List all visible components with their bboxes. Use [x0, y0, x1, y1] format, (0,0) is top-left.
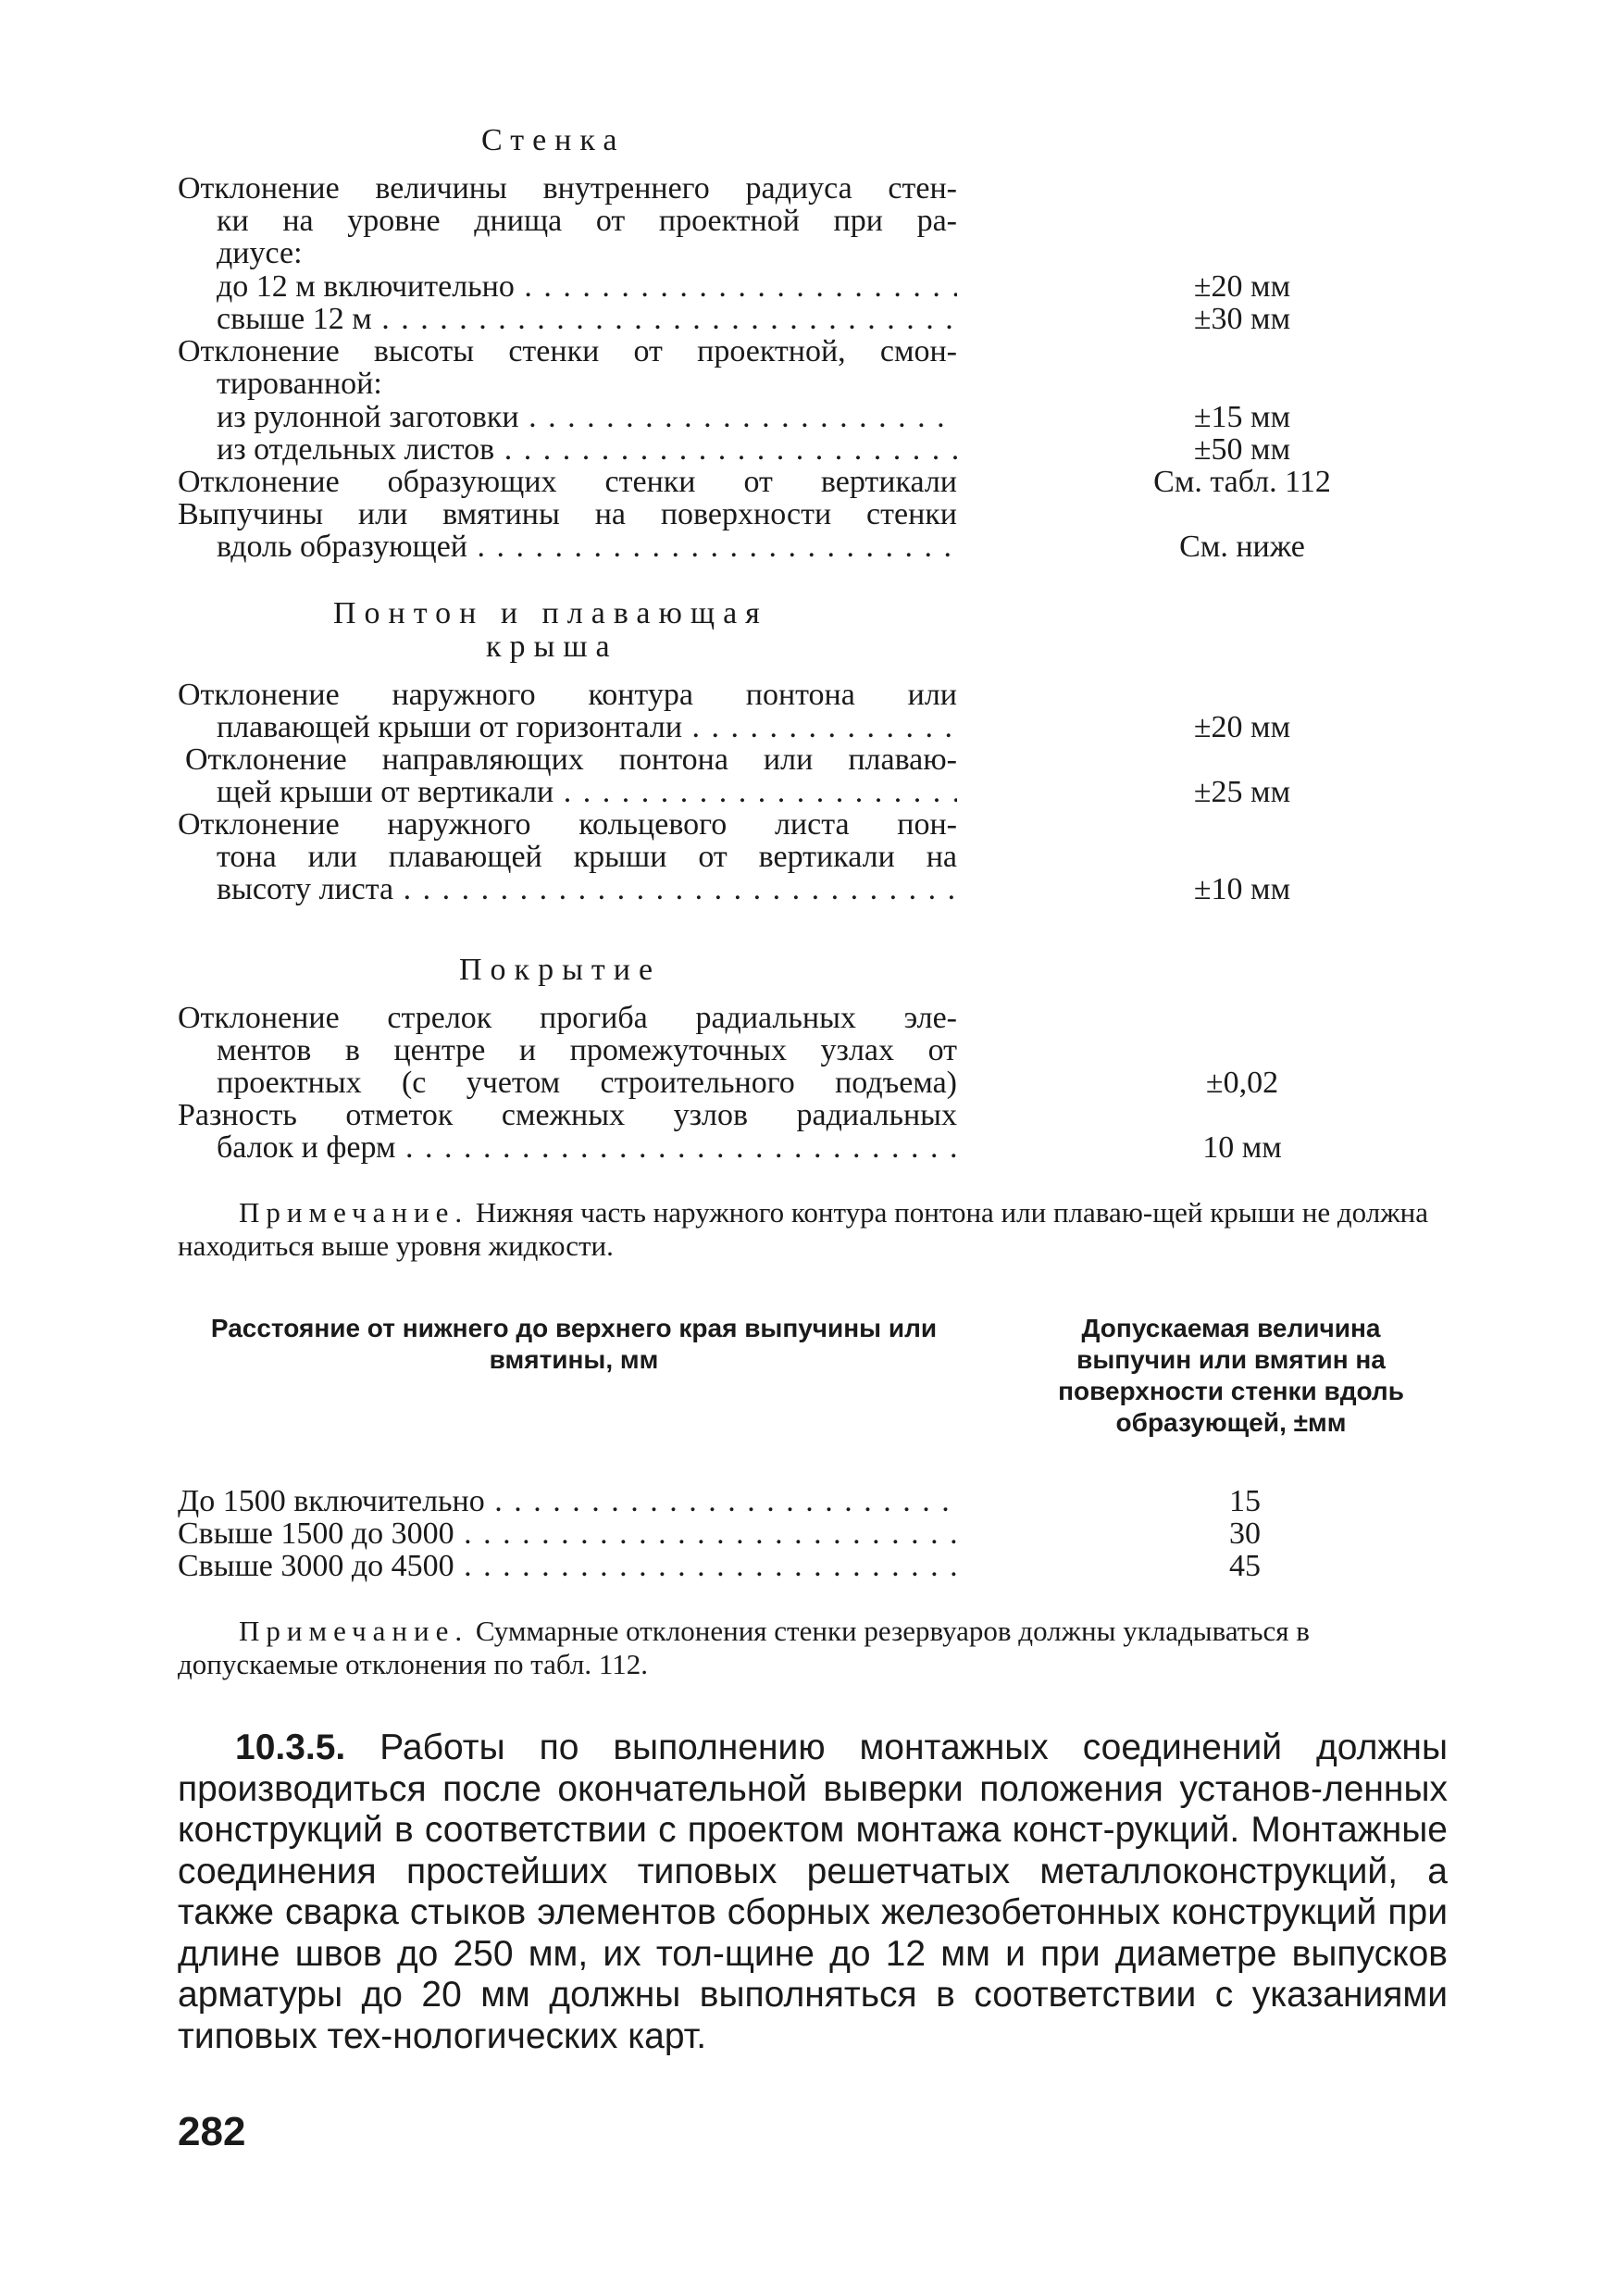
- row-label: свыше 12 м . . .: [217, 303, 957, 336]
- paragraph-text: Работы по выполнению монтажных соединений должны производиться после окончательной выверки положения установ-ленных конструкций в соответствии с проектом монтажа конст-рукций. Монтажные соединения простейших типовых решетчатых металлоконструкций, а также сварка стыков элементов сборных железобетонных конструкций при длине швов до 250 мм, их тол-щине до 12 мм и при диаметре выпусков арматуры до 20 мм должны выполняться в соответствии с указаниями типовых тех-нологических карт.: [178, 1728, 1448, 2056]
- note-lead: Примечание.: [239, 1196, 469, 1229]
- row-label: Свыше 3000 до 4500 . . .: [178, 1550, 961, 1583]
- paragraph-10-3-5: [178, 1728, 1448, 2057]
- stenka-height-line-1: Отклонение высоты стенки от проектной, смон-: [178, 334, 957, 368]
- stenka-radius-line-2: ки на уровне днища от проектной при ра-: [217, 204, 957, 238]
- stenka-radius-line-3: диусе:: [217, 236, 303, 270]
- note-ponton-contour: [178, 1196, 1459, 1263]
- row-value: ±20 мм: [1193, 269, 1291, 304]
- row-value: ±25 мм: [1193, 775, 1291, 809]
- section-title-ponton-1: Понтон и плавающая: [333, 596, 768, 630]
- row-value: См. табл. 112: [1153, 465, 1331, 499]
- pokrytie-deflection-line-1: Отклонение стрелок прогиба радиальных эле-: [178, 1001, 957, 1035]
- row-label: вдоль образующей . . .: [217, 530, 957, 564]
- row-label: щей крыши от вертикали . . .: [217, 776, 957, 809]
- note-text: Нижняя часть наружного контура понтона или плаваю-щей крыши не должна находиться выше уровня жидкости.: [178, 1196, 1429, 1262]
- ponton-guides-line-1: Отклонение направляющих понтона или плаваю-: [185, 742, 957, 777]
- row-value: ±15 мм: [1193, 400, 1291, 434]
- pokrytie-deflection-line-2: ментов в центре и промежуточных узлах от: [217, 1033, 957, 1067]
- row-label: До 1500 включительно . . .: [178, 1485, 961, 1518]
- paragraph-number: 10.3.5.: [235, 1728, 346, 1767]
- row-value: 45: [1229, 1549, 1261, 1583]
- row-value: ±50 мм: [1193, 432, 1291, 467]
- row-value: ±20 мм: [1193, 710, 1291, 744]
- row-label: высоту листа . . .: [217, 873, 957, 906]
- table-header-allowed: Допускаемая величина выпучин или вмятин на поверхности стенки вдоль образующей, ±мм: [1058, 1314, 1404, 1437]
- page-number: 282: [178, 2109, 246, 2154]
- row-value: ±10 мм: [1193, 872, 1291, 906]
- note-total-deviations: [178, 1615, 1459, 1681]
- row-value: ±0,02: [1205, 1066, 1279, 1100]
- section-title-pokrytie: Покрытие: [459, 953, 662, 987]
- note-lead: Примечание.: [239, 1615, 469, 1647]
- row-value: 30: [1229, 1516, 1261, 1551]
- row-label: из рулонной заготовки . . .: [217, 401, 957, 434]
- row-label: до 12 м включительно . . .: [217, 270, 957, 304]
- stenka-radius-line-1: Отклонение величины внутреннего радиуса стен-: [178, 171, 957, 206]
- row-label: Отклонение образующих стенки от вертикали: [178, 465, 957, 499]
- stenka-height-line-2: тированной:: [217, 367, 382, 401]
- stenka-bulge-line-1: Выпучины или вмятины на поверхности стенки: [178, 497, 957, 531]
- row-label: плавающей крыши от горизонтали . . .: [217, 711, 957, 744]
- pokrytie-marks-line-1: Разность отметок смежных узлов радиальных: [178, 1098, 957, 1132]
- ponton-contour-line-1: Отклонение наружного контура понтона или: [178, 678, 957, 712]
- row-label: проектных (с учетом строительного подъема): [217, 1066, 957, 1100]
- row-value: См. ниже: [1179, 530, 1305, 564]
- section-title-ponton-2: крыша: [486, 630, 618, 664]
- row-label: Свыше 1500 до 3000 . . .: [178, 1517, 961, 1551]
- row-value: ±30 мм: [1193, 302, 1291, 336]
- ponton-ring-line-1: Отклонение наружного кольцевого листа пон-: [178, 807, 957, 842]
- section-title-stenka: Стенка: [481, 123, 626, 157]
- note-text: Суммарные отклонения стенки резервуаров должны укладываться в допускаемые отклонения по табл. 112.: [178, 1615, 1310, 1680]
- row-value: 10 мм: [1202, 1130, 1282, 1165]
- row-label: балок и ферм . . .: [217, 1131, 957, 1165]
- table-header-distance: Расстояние от нижнего до верхнего края выпучины или вмятины, мм: [210, 1314, 938, 1374]
- row-label: из отдельных листов . . .: [217, 433, 957, 467]
- row-value: 15: [1229, 1484, 1261, 1518]
- ponton-ring-line-2: тона или плавающей крыши от вертикали на: [217, 840, 957, 874]
